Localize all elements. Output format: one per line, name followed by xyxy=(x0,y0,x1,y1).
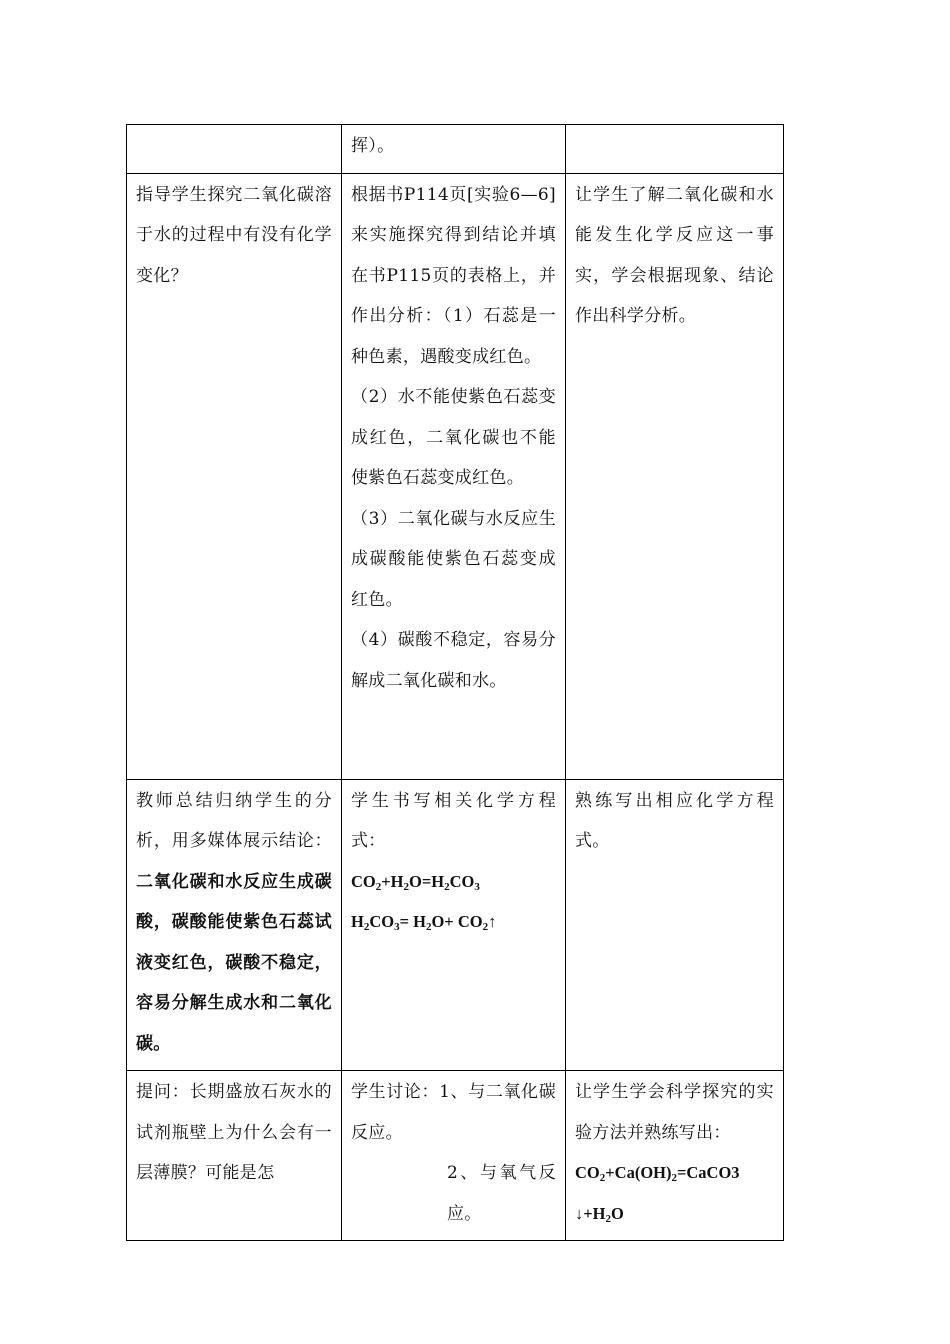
design-intent-cell: 熟练写出相应化学方程式。 xyxy=(566,779,784,1071)
equation: $H_2CO_3= H_2O+$ $CO_2↑$ xyxy=(351,912,497,933)
teacher-activity-cell: 教师总结归纳学生的分析，用多媒体展示结论：二氧化碳和水反应生成碳酸，碳酸能使紫色石蕊试液变红色，碳酸不稳定，容易分解生成水和二氧化碳。 xyxy=(127,779,342,1071)
teacher-activity-cell: 指导学生探究二氧化碳溶于水的过程中有没有化学变化？ xyxy=(127,173,342,779)
table-row xyxy=(127,779,784,1071)
student-activity-cell xyxy=(342,173,566,779)
lesson-plan-table xyxy=(126,124,784,1241)
teacher-activity-cell: 提问：长期盛放石灰水的试剂瓶壁上为什么会有一层薄膜？可能是怎 xyxy=(127,1071,342,1241)
design-intent-cell xyxy=(566,125,784,174)
equation: $↓+H_2O$ xyxy=(575,1203,624,1225)
student-activity-cell: 学生讨论：1、与二氧化碳反应。 2、与氧气反应。 xyxy=(342,1071,566,1241)
equation: $CO_2+H_2O=H_2CO_3$ xyxy=(351,871,480,893)
teacher-activity-cell xyxy=(127,125,342,174)
student-activity-cell: 学生书写相关化学方程式： $CO_2+H_2O=H_2CO_3$ $H_2CO_3= H_2O+$ $CO_2↑$ xyxy=(342,779,566,1071)
table-row xyxy=(127,1071,784,1241)
table-row xyxy=(127,125,784,174)
paragraph: （3）二氧化碳与水反应生成碳酸能使紫色石蕊变成红色。 xyxy=(351,508,556,610)
design-intent-cell: 让学生了解二氧化碳和水能发生化学反应这一事实，学会根据现象、结论作出科学分析。 xyxy=(566,173,784,779)
equation: $CO_2+Ca(OH)_2=CaCO3$ xyxy=(575,1163,740,1184)
paragraph: 根据书P114页[实验6—6]来实施探究得到结论并填在书P115页的表格上，并作出分析：（1）石蕊是一种色素，遇酸变成红色。 xyxy=(351,184,556,367)
design-intent-cell: 让学生学会科学探究的实验方法并熟练写出： $CO_2+Ca(OH)_2=CaCO3$ $↓+H_2O$ xyxy=(566,1071,784,1241)
paragraph: （2）水不能使紫色石蕊变成红色，二氧化碳也不能使紫色石蕊变成红色。 xyxy=(351,387,556,488)
conclusion-bold-text: 二氧化碳和水反应生成碳酸，碳酸能使紫色石蕊试液变红色，碳酸不稳定，容易分解生成水和二氧化碳。 xyxy=(136,871,332,1054)
student-activity-cell: 挥）。 xyxy=(342,125,566,174)
paragraph: （4）碳酸不稳定，容易分解成二氧化碳和水。 xyxy=(351,630,556,691)
table-row xyxy=(127,173,784,779)
